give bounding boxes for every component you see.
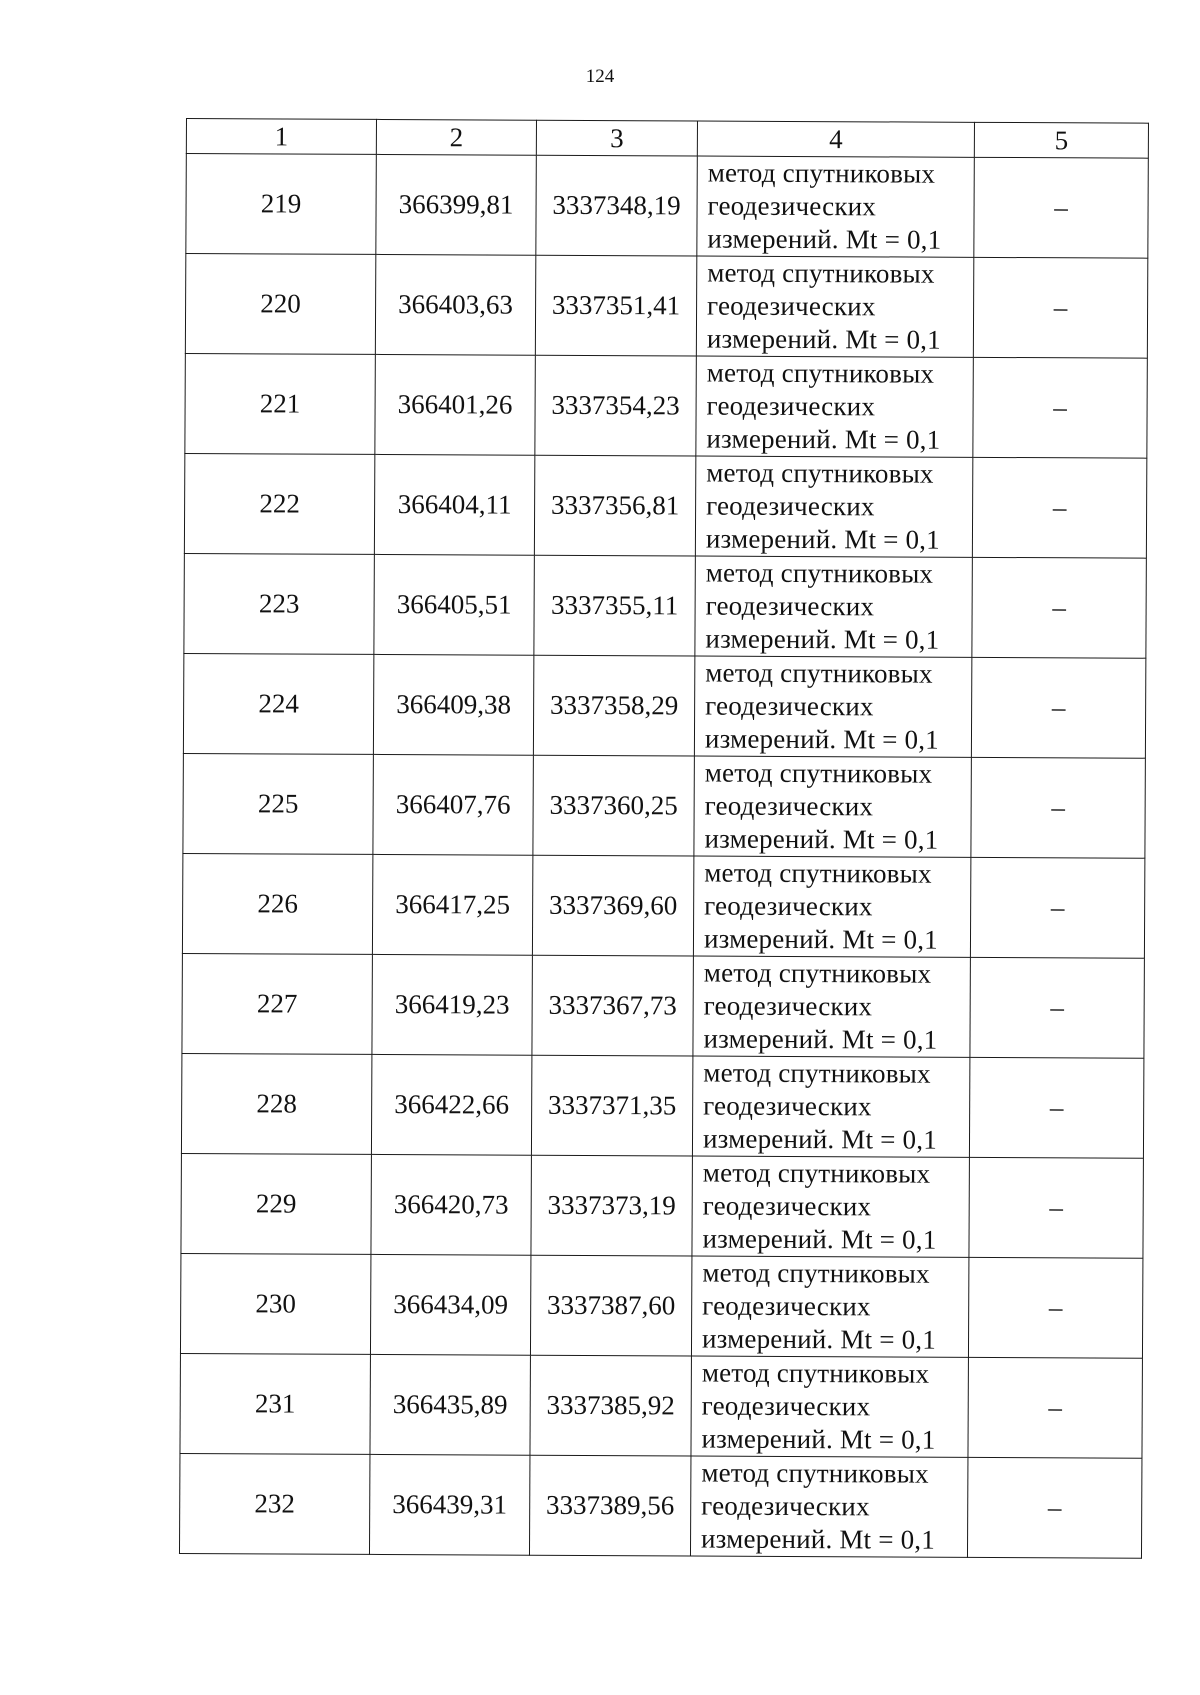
value-cell: – (969, 1057, 1143, 1158)
method-line: геодезических (704, 790, 874, 822)
header-cell-3: 3 (536, 120, 697, 156)
table-row (180, 1353, 1142, 1458)
x-coordinate-cell: 366399,81 (376, 154, 536, 255)
point-number-cell: 225 (183, 753, 373, 854)
value-cell: – (969, 1157, 1143, 1258)
point-number-cell: 222 (184, 453, 374, 554)
method-line: геодезических (705, 590, 875, 622)
method-line: метод спутниковых (702, 1157, 931, 1189)
table-row (186, 154, 1148, 259)
table-row (181, 1153, 1143, 1258)
method-line: метод спутниковых (703, 1057, 931, 1089)
method-line: геодезических (705, 690, 874, 722)
method-line: геодезических (701, 1390, 871, 1422)
method-line: метод спутниковых (701, 1457, 929, 1489)
x-coordinate-cell: 366439,31 (369, 1454, 529, 1555)
value-cell: – (973, 357, 1147, 458)
method-line: геодезических (702, 1190, 872, 1222)
method-line: геодезических (706, 390, 876, 422)
header-cell-1: 1 (186, 119, 376, 155)
x-coordinate-cell: 366403,63 (375, 254, 535, 355)
value-cell: – (973, 257, 1147, 358)
x-coordinate-cell: 366419,23 (372, 954, 532, 1055)
method-line: метод спутниковых (707, 157, 936, 189)
point-number-cell: 219 (186, 154, 376, 255)
x-coordinate-cell: 366409,38 (373, 654, 533, 755)
table-row (183, 753, 1145, 858)
table-row (183, 653, 1145, 758)
method-line: метод спутниковых (705, 557, 934, 589)
method-line: геодезических (707, 290, 876, 322)
x-coordinate-cell: 366420,73 (371, 1154, 531, 1255)
method-line: измерений. Mt = 0,1 (703, 1023, 938, 1055)
method-line: метод спутниковых (706, 457, 934, 489)
header-row (186, 119, 1148, 159)
header-cell-2: 2 (376, 119, 536, 155)
value-cell: – (970, 957, 1144, 1058)
value-cell: – (972, 457, 1146, 558)
method-cell (691, 1256, 968, 1357)
x-coordinate-cell: 366435,89 (370, 1354, 530, 1455)
value-cell: – (970, 857, 1144, 958)
point-number-cell: 223 (184, 553, 374, 654)
x-coordinate-cell: 366422,66 (371, 1054, 531, 1155)
x-coordinate-cell: 366417,25 (372, 854, 532, 955)
method-line: измерений. Mt = 0,1 (704, 823, 939, 855)
method-cell (697, 156, 974, 257)
x-coordinate-cell: 366405,51 (374, 554, 534, 655)
table-row (184, 453, 1146, 558)
header-cell-4: 4 (697, 121, 974, 157)
table-row (185, 353, 1147, 458)
value-cell: – (971, 757, 1145, 858)
method-line: метод спутниковых (704, 757, 933, 789)
method-line: измерений. Mt = 0,1 (701, 1423, 936, 1455)
method-cell (696, 356, 973, 457)
x-coordinate-cell: 366404,11 (374, 454, 534, 555)
point-number-cell: 226 (182, 853, 372, 954)
method-line: геодезических (703, 1090, 872, 1122)
point-number-cell: 224 (183, 653, 373, 754)
method-line: метод спутниковых (703, 957, 932, 989)
method-cell (695, 556, 972, 657)
y-coordinate-cell: 3337348,19 (536, 155, 697, 256)
y-coordinate-cell: 3337356,81 (534, 455, 695, 556)
method-line: геодезических (701, 1490, 870, 1522)
method-line: измерений. Mt = 0,1 (701, 1323, 937, 1355)
value-cell: – (968, 1257, 1142, 1358)
table-row (182, 953, 1144, 1058)
y-coordinate-cell: 3337385,92 (530, 1355, 691, 1456)
method-line: измерений. Mt = 0,1 (705, 523, 940, 555)
method-cell (694, 656, 971, 757)
point-number-cell: 232 (179, 1453, 369, 1554)
method-cell (694, 756, 971, 857)
table-header (186, 119, 1148, 159)
table-body (179, 154, 1148, 1559)
value-cell: – (972, 557, 1146, 658)
method-line: измерений. Mt = 0,1 (706, 423, 941, 455)
y-coordinate-cell: 3337367,73 (532, 955, 693, 1056)
method-line: измерений. Mt = 0,1 (703, 923, 938, 955)
y-coordinate-cell: 3337371,35 (531, 1055, 692, 1156)
method-line: геодезических (703, 990, 873, 1022)
value-cell: – (971, 657, 1145, 758)
method-line: измерений. Mt = 0,1 (700, 1523, 936, 1555)
table-row (181, 1053, 1143, 1158)
method-cell (692, 1056, 969, 1157)
point-number-cell: 230 (180, 1253, 370, 1354)
method-cell (690, 1456, 967, 1557)
method-line: геодезических (702, 1290, 871, 1322)
header-cell-5: 5 (974, 122, 1148, 158)
method-cell (693, 856, 970, 957)
y-coordinate-cell: 3337369,60 (532, 855, 693, 956)
y-coordinate-cell: 3337389,56 (529, 1455, 690, 1556)
value-cell: – (967, 1457, 1141, 1558)
method-line: измерений. Mt = 0,1 (702, 1223, 937, 1255)
method-line: измерений. Mt = 0,1 (706, 323, 941, 355)
point-number-cell: 231 (180, 1353, 370, 1454)
method-cell (696, 256, 973, 357)
x-coordinate-cell: 366434,09 (370, 1254, 530, 1355)
method-line: метод спутниковых (707, 257, 935, 289)
method-line: измерений. Mt = 0,1 (705, 623, 940, 655)
y-coordinate-cell: 3337360,25 (533, 755, 694, 856)
y-coordinate-cell: 3337354,23 (535, 355, 696, 456)
table-row (184, 553, 1146, 658)
method-line: метод спутниковых (701, 1357, 930, 1389)
y-coordinate-cell: 3337373,19 (531, 1155, 692, 1256)
point-number-cell: 229 (181, 1153, 371, 1254)
method-line: метод спутниковых (702, 1257, 930, 1289)
y-coordinate-cell: 3337355,11 (534, 555, 695, 656)
method-line: геодезических (707, 190, 877, 222)
y-coordinate-cell: 3337387,60 (530, 1255, 691, 1356)
method-line: метод спутниковых (705, 657, 933, 689)
method-line: измерений. Mt = 0,1 (704, 723, 939, 755)
y-coordinate-cell: 3337351,41 (535, 255, 696, 356)
table-row (182, 853, 1144, 958)
method-cell (691, 1356, 968, 1457)
point-number-cell: 227 (182, 953, 372, 1054)
point-number-cell: 228 (181, 1053, 371, 1154)
method-line: измерений. Mt = 0,1 (702, 1123, 938, 1155)
value-cell: – (968, 1357, 1142, 1458)
point-number-cell: 220 (185, 254, 375, 355)
method-line: измерений. Mt = 0,1 (707, 223, 942, 255)
method-cell (695, 456, 972, 557)
method-line: геодезических (704, 890, 873, 922)
method-line: метод спутниковых (704, 857, 932, 889)
coordinates-table (179, 118, 1149, 1559)
x-coordinate-cell: 366407,76 (373, 754, 533, 855)
table-row (179, 1453, 1141, 1558)
point-number-cell: 221 (185, 353, 375, 454)
table-row (185, 254, 1147, 359)
method-cell (693, 956, 970, 1057)
method-cell (692, 1156, 969, 1257)
method-line: метод спутниковых (706, 357, 935, 389)
x-coordinate-cell: 366401,26 (375, 354, 535, 455)
page-number: 124 (585, 66, 615, 87)
value-cell: – (974, 157, 1148, 258)
y-coordinate-cell: 3337358,29 (533, 655, 694, 756)
method-line: геодезических (706, 490, 875, 522)
table-row (180, 1253, 1142, 1358)
